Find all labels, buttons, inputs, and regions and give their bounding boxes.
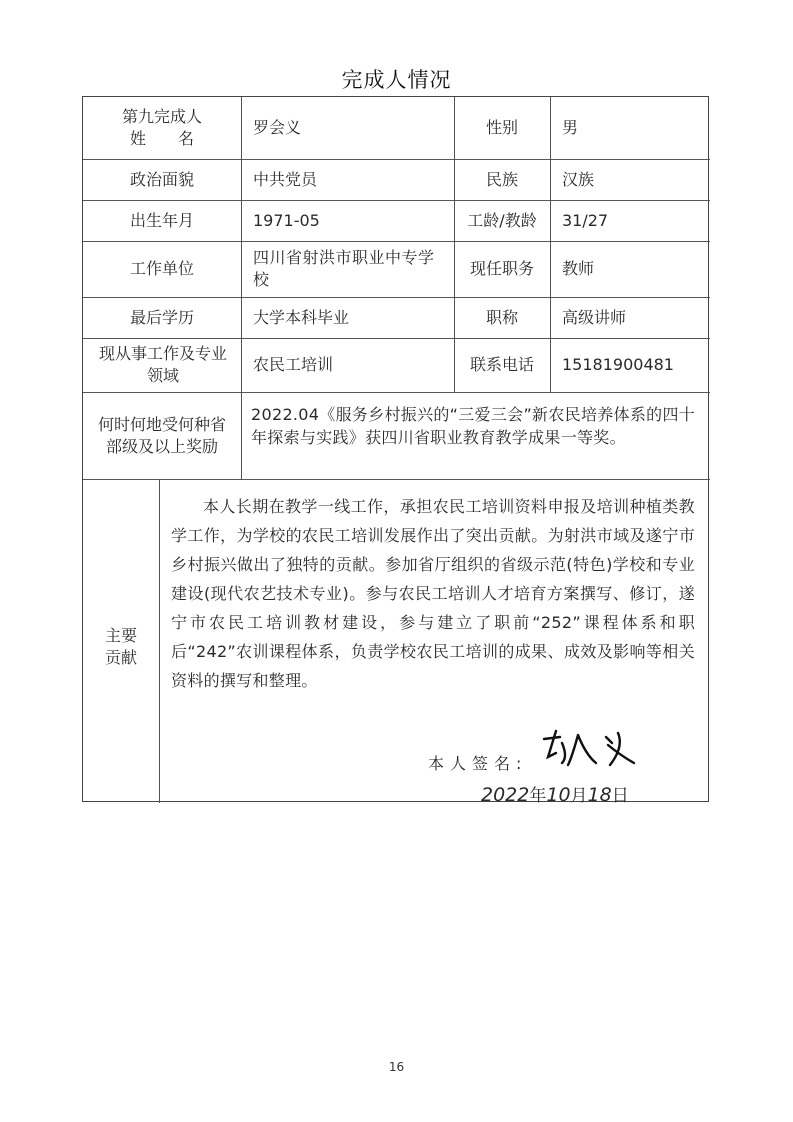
employer-value: 四川省射洪市职业中专学校 <box>253 248 435 289</box>
page-title: 完成人情况 <box>341 68 452 92</box>
position-label: 现任职务 <box>469 259 534 278</box>
name-label-line1: 第九完成人 <box>121 107 202 126</box>
date-year-suffix: 年 <box>529 786 547 806</box>
date-day: 18 <box>587 784 612 806</box>
contribution-label-line2: 贡献 <box>104 648 137 667</box>
name-value: 罗会义 <box>253 118 302 137</box>
birth-value: 1971-05 <box>253 210 320 230</box>
contribution-label <box>83 617 159 677</box>
info-form <box>82 96 709 806</box>
birth-label: 出生年月 <box>129 210 194 230</box>
handwritten-signature <box>538 727 648 769</box>
gender-value: 男 <box>562 118 579 137</box>
field-label: 现从事工作及专业领域 <box>98 344 227 385</box>
date-month: 10 <box>546 784 571 806</box>
ethnicity-value: 汉族 <box>562 169 595 189</box>
title-rank-value: 高级讲师 <box>562 307 627 327</box>
seniority-label: 工龄/教龄 <box>467 210 537 230</box>
name-label <box>83 97 241 159</box>
award-text: 2022.04《服务乡村振兴的“三爱三会”新农民培养体系的四十年探索与实践》获四川省职业教育教学成果一等奖。 <box>251 405 696 447</box>
phone-label: 联系电话 <box>469 355 534 374</box>
political-label: 政治面貌 <box>129 169 194 189</box>
page-number: 16 <box>388 1060 405 1074</box>
seniority-value: 31/27 <box>562 210 609 230</box>
date-day-suffix: 日 <box>611 786 629 806</box>
award-label: 何时何地受何种省部级及以上奖励 <box>97 415 226 456</box>
field-value: 农民工培训 <box>253 355 334 374</box>
position-value: 教师 <box>562 259 595 278</box>
name-label-line2: 姓 名 <box>129 129 194 148</box>
political-value: 中共党员 <box>253 169 318 189</box>
employer-label: 工作单位 <box>129 259 194 278</box>
signature-label: 本人签名: <box>428 754 528 773</box>
education-value: 大学本科毕业 <box>253 307 350 327</box>
ethnicity-label: 民族 <box>485 169 518 189</box>
contribution-text: 本人长期在教学一线工作，承担农民工培训资料申报及培训种植类教学工作，为学校的农民工培训发展作出了突出贡献。为射洪市域及遂宁市乡村振兴做出了独特的贡献。参加省厅组织的省级示范(特色)学校和专业建设(现代农艺技术专业)。参与农民工培训人才培育方案撰写、修订，遂宁市农民工培训教材建设，参与建立了职前“252”课程体系和职后“242”农训课程体系，负责学校农民工培训的成果、成效及影响等相关资料的撰写和整理。 <box>171 497 695 690</box>
row-divider <box>83 392 710 393</box>
title-rank-label: 职称 <box>485 307 518 327</box>
date-year: 2022 <box>481 784 530 806</box>
phone-value: 15181900481 <box>562 355 674 374</box>
column-divider <box>159 479 160 803</box>
contribution-label-line1: 主要 <box>104 626 137 645</box>
signature-date <box>481 781 629 806</box>
gender-label: 性别 <box>485 118 518 137</box>
date-month-suffix: 月 <box>570 786 588 806</box>
education-label: 最后学历 <box>129 307 194 327</box>
row-divider <box>83 479 710 480</box>
signature-image <box>538 727 648 773</box>
